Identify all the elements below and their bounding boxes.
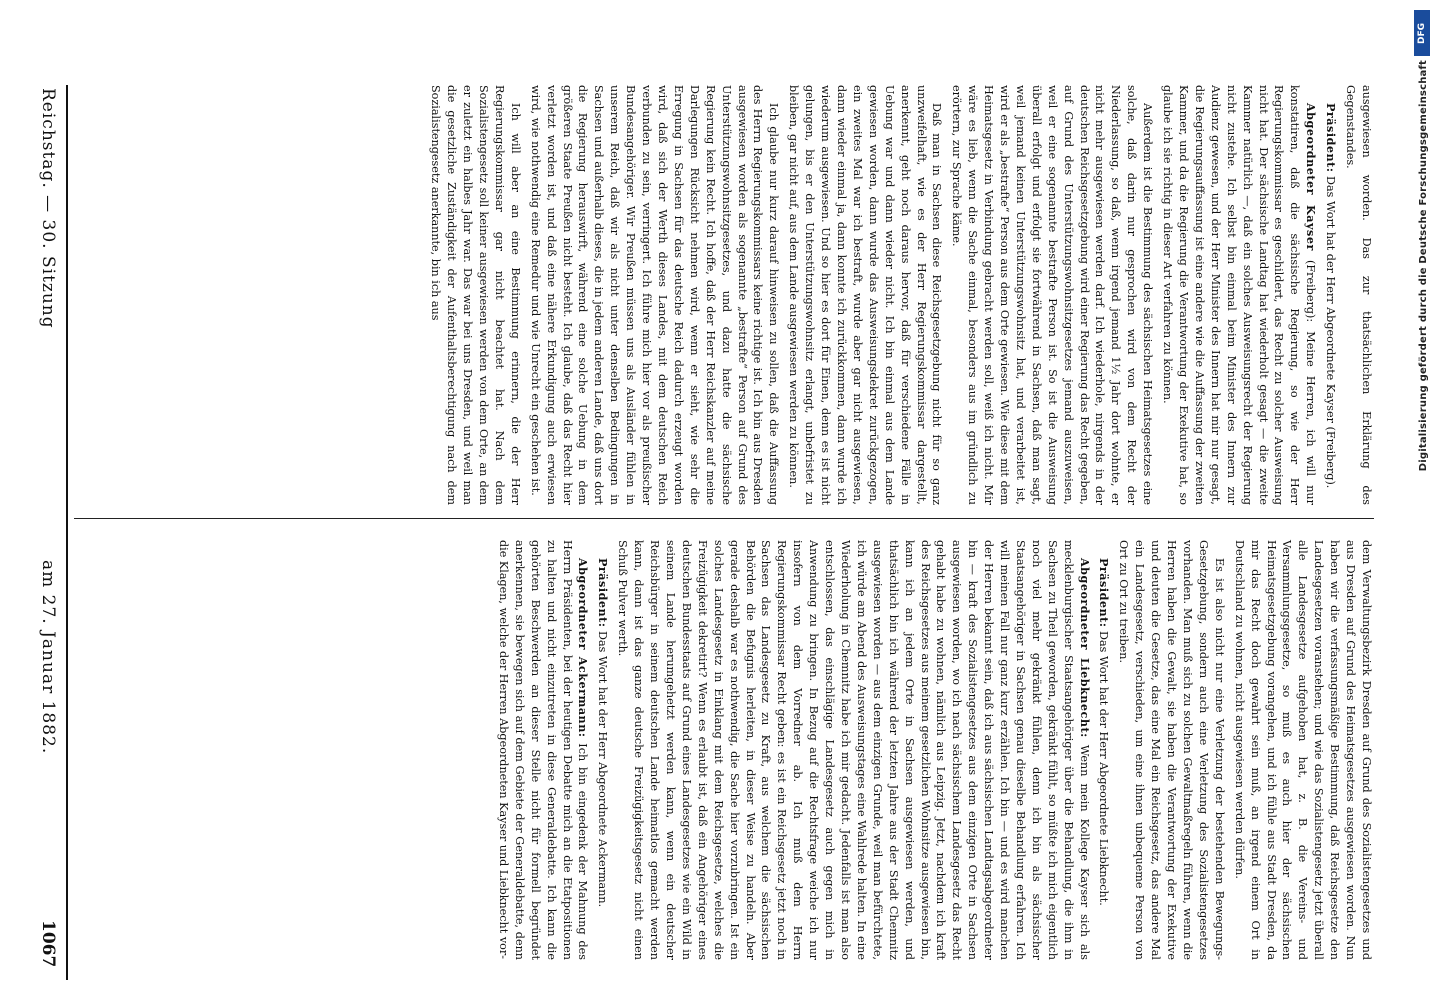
speech-paragraph [1322,85,1338,505]
paragraph [785,85,944,505]
speaker-name: Abgeordneter Kayser [1304,103,1319,251]
paragraph-text: Daß man in Sachsen diese Reichsgesetzgebung nicht für so ganz unzweifelhaft, wie es der Herr Regierungskommissar dargestellt, anerkennt, geht noch daraus hervor, daß für verschiedene Fälle in Uebung war und dann wieder nicht. Ich bin einmal aus dem Lande gewiesen worden, dann wurde das Ausweisungsdekret zurückgezogen, ein zweites Mal war ich bestraft, wurde aber gar nicht ausgewiesen, dann wieder einmal ja, dann konnte ich zurückkommen, dann wurde ich wiederum ausgewiesen. Und so hier es dort für Einen, denn es ist nicht gelungen, bis er den Unterstützungswohnsitz erlangt, unbefristet zu bleiben, gar nicht auf, aus dem Lande ausgewiesen werden zu können. [787,85,944,505]
left-column [423,85,1374,505]
speaker-name: Präsident: [1324,103,1339,173]
paragraph-text: Außerdem ist die Bestimmung des sächsischen Heimatsgesetzes eine solche, daß darin nur gesprochen wird von dem Recht der Niederlassung, so daß, wenn irgend jemand 1½ Jahr dort wohnte, er nicht mehr ausgewiesen werden darf. Ich wiederhole, nirgends in der deutschen Reichsgesetzgebung wird einer Regierung das Recht gegeben, auf Grund des Unterstützungswohnsitzgesetzes jemand auszuweisen, weil er eine sogenannte bestrafte Person ist. So ist die Ausweisung überall erfolgt und erfolgt sie fortwährend in Sachsen, daß man sagt, weil jemand keinen Unterstützungswohnsitz hat, und verarbeitet ist, wird er als „bestrafte“ Person aus dem Orte gewiesen. Wie diese mit dem Heimatsgesetz in Verbindung gebracht werden soll, weiß ich nicht. Mir wäre es lieb, wenn die Sache einmal, besonders aus im gründlich zu erörtern, zur Sprache käme. [950,85,1155,505]
paragraph [527,85,782,505]
speaker-name: Abgeordneter Ackermann: [576,558,591,738]
page-number-text: 1067 [38,920,58,968]
paragraph-text: Ich will aber an eine Bestimmung erinnern, die der Herr Regierungskommissar gar nicht beachtet hat. Nach dem Sozialistengesetz soll keiner ausgewiesen werden von dem Orte, an dem er zuletzt ein halbes Jahr war. Das war bei uns Dresden, und weil man die gesetzliche Zuständigkeit der Aufenthaltsberechtigung nach dem Sozialistengesetz anerkannte, bin ich aus [429,85,522,505]
speech-paragraph [595,540,611,960]
paragraph-text: Das Wort hat der Herr Abgeordnete Liebknecht. [1097,627,1111,906]
paragraph [1231,540,1374,960]
digitization-credit [1418,60,1429,471]
header-date-text: am 27. Januar 1882. [38,560,58,755]
header-left-text: Reichstag. — 30. Sitzung [38,88,58,329]
paragraph-text: ausgewiesen worden. Das zur thatsächlichen Erklärung des Gegenstandes. [1344,85,1373,505]
speech-paragraph [1159,85,1318,505]
dfg-logo-text: DFG [1417,22,1427,44]
paragraph-text: Wenn mein Kollege Kayser sich als mecklenburgischer Staatsangehöriger über die Behandlung, die ihm in Sachsen zu Theil geworden, gekränkt fühlt, so müßte ich mich eigentlich noch viel mehr gekränkt fühlen, denn ich bin als sächsischer Staatsangehöriger in Sachsen genau dieselbe Behandlung erfahren. Ich will meinen Fall nur ganz kurz erzählen. Ich bin — und es wird manchen der Herren bekannt sein, daß ich aus sächsischen Landtagsabgeordneter bin — kraft des Sozialistengesetzes aus dem einzigen Orte in Sachsen ausgewiesen worden, wo ich nach sächsischem Landesgesetz das Recht gehabt habe zu wohnen, nämlich aus Leipzig. Jetzt, nachdem ich kraft des Reichsgesetzes aus meinem gesetzlichen Wohnsitze ausgewiesen bin, kann ich an jedem Orte in Sachsen ausgewiesen werden, und thatsächlich bin ich während der letzten Jahre aus der Stadt Chemnitz ausgewiesen worden — aus dem einzigen Grunde, weil man befürchtete, ich würde am Abend des Ausweisungstages eine Wahlrede halten. In eine Wiederholung in Chemnitz habe ich mir gedacht. Jedenfalls ist man also entschlossen, das einschlägige Landesgesetz auch gegen mich in Anwendung zu bringen. In Bezug auf die Rechtsfrage weiche ich nur insofern von dem Vorredner ab. Ich muß dem Herrn Regierungskommissar Recht geben: es ist ein Reichsgesetz jetzt noch in Sachsen das Landesgesetz zu Kraft, aus welchem die sächsischen Behörden die Befugnis herleiten, in dieser Weise zu handeln. Aber gerade deshalb war es nothwendig, die Sache hier vorzubringen. Ist ein solches Landesgesetz in Einklang mit dem Reichsgesetze, welches die Freizügigkeit dekretirt? Wenn es erlaubt ist, daß ein Angehöriger eines deutschen Bundesstaats auf Grund eines Landesgesetzes wie ein Wild in seinem Lande herumgehetzt werden kann, wenn ein deutscher Reichsbürger in seinem deutschen Lande heimatlos gemacht werden kann, dann ist das ganze deutsche Freizügigkeitsgesetz nicht einen Schuß Pulver werth. [616,540,1091,960]
speaker-name: Präsident: [1097,558,1112,628]
running-header [38,88,58,1008]
speech-paragraph [614,540,1091,960]
paragraph-text: Das Wort hat der Herr Abgeordnete Kayser (Freiberg). [1324,172,1338,489]
paragraph-text: Es ist also nicht nur eine Verletzung der bestehenden Bewegungs-Gesetzgebung, sondern auch eine Verletzung des Sozialistengesetzes vorhanden. Man muß sich zu solchen Gewaltmaßregeln führen, wenn die Herren haben die Gewalt, sie haben die Verantwortung der Exekutive und deuten die Gesetze, das eine Mal ein Reichsgesetz, das andere Mal ein Landesgesetz, verschieden, um eine ihnen unbequeme Person von Ort zu Ort zu treiben. [1117,540,1226,960]
paragraph [1116,540,1227,960]
paragraph-text: Ich bin eingedenk der Mahnung des Herrn Präsidenten, bei der heutigen Debatte mich an die Etatpositionen zu halten und nicht einzutreten in diese Generaldebatte. Ich kann die gehörten Beschwerden an dieser Stelle nicht für formell begründet anerkennen, sie bewegen sich auf dem Gebiete der Generaldebatte, denn die Klagen, welche der Herren Abgeordneten Kayser und Liebknecht vor- [496,540,590,960]
paragraph-text: (Freiberg): Meine Herren, ich will nur konstatiren, daß die sächsische Regierung, so wie der Herr Regierungskommissar es geschildert, das Recht zu solcher Ausweisung nicht hat. Der sächsische Landtag hat wiederholt gesagt — die zweite Kammer natürlich —, daß ein solches Ausweisungsrecht der Regierung nicht zustehe. Ich selbst bin einmal beim Minister des Innern zur Audienz gewesen, und der Herr Minister des Innern hat mir nur gesagt, die Regierungsauffassung ist eine andere wie die Auffassung der zweiten Kammer, und da die Regierung die Verantwortung der Exekutive hat, so glaube ich sie richtig in dieser Art verfahren zu können. [1161,85,1318,505]
header-date [38,560,58,754]
paragraph-text: Das Wort hat der Herr Abgeordnete Ackermann. [596,627,610,908]
column-divider [74,518,1374,519]
paragraph [1342,85,1374,505]
speech-paragraph [495,540,590,960]
dfg-logo [1414,10,1430,56]
paragraph-text: Ich glaube nur kurz darauf hinweisen zu sollen, daß die Auffassung des Herrn Regierungskommissars keine richtige ist. Ich bin aus Dresden ausgewiesen worden als sogenannte „bestrafte“ Person auf Grund des Unterstützungswohnsitzgesetzes, und dazu hatte die sächsische Regierung kein Recht. Ich hoffe, daß der Herr Reichskanzler auf meine Darlegungen Rücksicht nehmen wird, wenn er sieht, wie sehr die Erregung in Sachsen für das deutsche Reich dadurch erzeugt worden wird, daß sich der Werth dieses Landes, mit dem deutschen Reich verbunden zu sein, verringert. Ich führe mich hier vor als preußischer Bundesangehöriger. Wir Preußen müssen uns als Ausländer fühlen in unserem Reich, daß wir als nicht unter denselben Bedingungen in Sachsen und außerhalb dieses, die in jedem anderen Lande, daß uns dort die Regierung herauswirft, während eine solche Uebung in dem größeren Staate Preußen nicht besteht. Ich glaube, daß das Recht hier verletzt worden ist, und daß eine nähere Erkundigung auch erwiesen wird, wie nothwendig eine Remedur und wie Unrecht ein geschehen ist. [528,85,781,505]
page-number [38,920,58,967]
header-rule [66,85,68,980]
speaker-name: Abgeordneter Liebknecht: [1077,558,1092,738]
paragraph [427,85,522,505]
paragraph-text: dem Verwaltungsbezirk Dresden auf Grund des Sozialistengesetzes und aus Dresden auf Grund des Heimatsgesetzes ausgewiesen worden. Nun haben wir die verfassungsmäßige Bestimmung, daß Reichsgesetze den Landesgesetzen voranstehen; und wie das Sozialistengesetz jetzt überall alle Landesgesetze aufgehoben hat, z. B. die Vereins- und Versammlungsgesetze, so muß es auch hier der sächsischen Heimatsgesetzgebung vorangehen, und ich fühle aus Stadt Dresden, da mir das Recht doch gewahrt sein muß, an irgend einem Ort in Deutschland zu wohnen, nicht ausgewiesen werden dürfen. [1232,540,1373,960]
speaker-name: Präsident: [596,558,611,628]
right-column [491,540,1374,960]
credit-text: Digitalisierung gefördert durch die Deutsche Forschungsgemeinschaft [1418,60,1429,472]
speech-paragraph [1096,540,1112,960]
paragraph [948,85,1155,505]
